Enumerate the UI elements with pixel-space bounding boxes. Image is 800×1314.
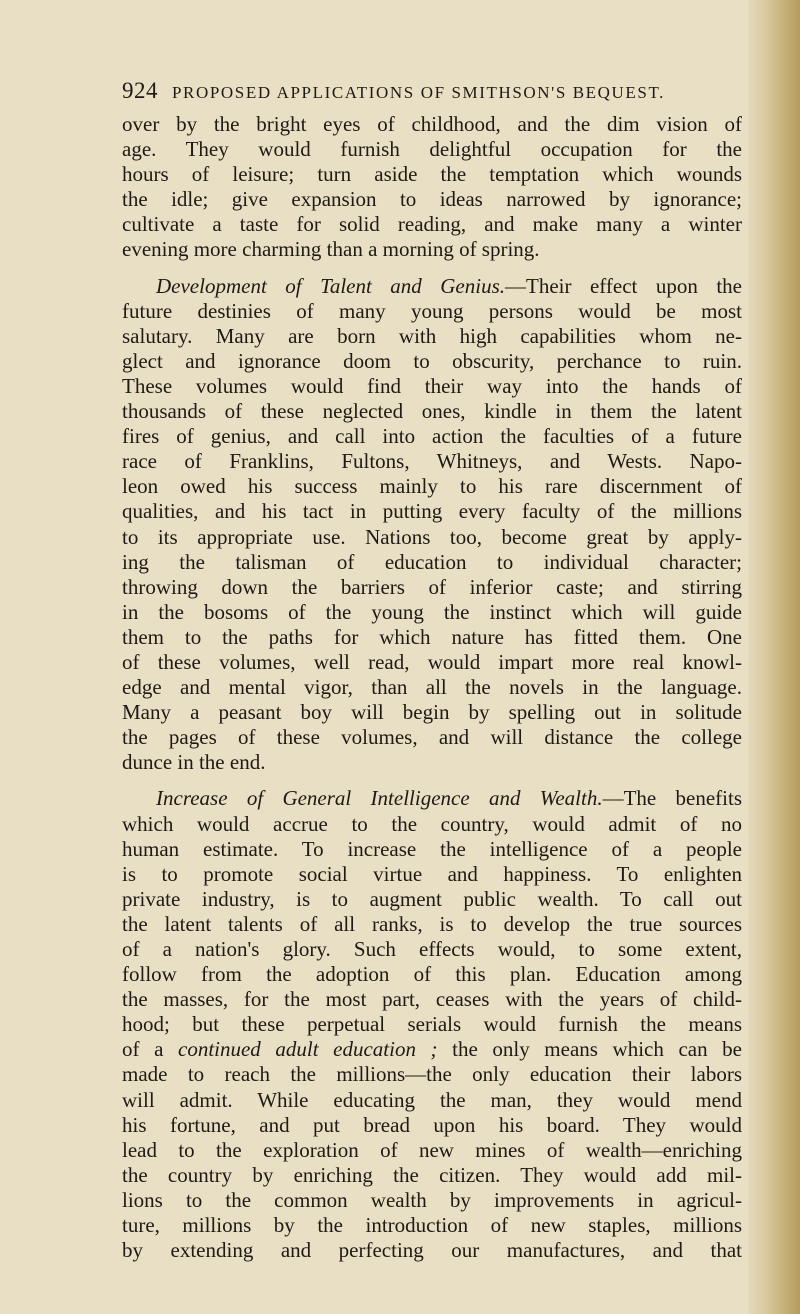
text-line: fires of genius, and call into action the faculties of a future [122,424,742,449]
body-text [122,112,742,1263]
text-line: edge and mental vigor, than all the novels in the language. [122,675,742,700]
text-line: throwing down the barriers of inferior caste; and stirring [122,574,742,599]
section-heading: Development of Talent and Genius. [156,273,506,298]
page-header [122,78,722,108]
text-line: follow from the adoption of this plan. Education among [122,962,742,987]
text-line: race of Franklins, Fultons, Whitneys, and Wests. Napo- [122,449,742,474]
text-run: —The benefits [602,786,742,811]
text-line: evening more charming than a morning of spring. [122,237,540,262]
text-line: the country by enriching the citizen. They would add mil- [122,1162,742,1187]
text-line: the pages of these volumes, and will distance the college [122,725,742,750]
emphasis-text: continued adult education ; [178,1037,438,1062]
text-line: hood; but these perpetual serials would furnish the means [122,1012,742,1037]
text-line: of these volumes, well read, would impart more real knowl- [122,649,742,674]
text-line: private industry, is to augment public wealth. To call out [122,886,742,911]
text-line: his fortune, and put bread upon his board. They would [122,1112,742,1137]
text-line: lions to the common wealth by improvements in agricul- [122,1187,742,1212]
paragraph [122,274,742,776]
text-line: the latent talents of all ranks, is to develop the true sources [122,911,742,936]
text-line: which would accrue to the country, would admit of no [122,811,742,836]
text-line: hours of leisure; turn aside the temptation which wounds [122,162,742,187]
text-line: glect and ignorance doom to obscurity, perchance to ruin. [122,348,742,373]
text-line: cultivate a taste for solid reading, and make many a winter [122,212,742,237]
text-run: —Their effect upon the [505,273,742,298]
text-line: Many a peasant boy will begin by spelling out in solitude [122,700,742,725]
text-line: ture, millions by the introduction of new staples, millions [122,1213,742,1238]
text-line: made to reach the millions—the only education their labors [122,1062,742,1087]
text-line: over by the bright eyes of childhood, and the dim vision of [122,112,742,136]
section-heading: Increase of General Intelligence and Wealth. [156,786,603,811]
text-line: age. They would furnish delightful occupation for the [122,137,742,162]
running-head: PROPOSED APPLICATIONS OF SMITHSON'S BEQUEST. [172,83,666,102]
text-line: ing the talisman of education to individual character; [122,549,742,574]
text-line [122,786,742,811]
text-line: the masses, for the most part, ceases with the years of child- [122,987,742,1012]
text-line: These volumes would find their way into the hands of [122,373,742,398]
paragraph-gap [122,775,742,786]
text-line [122,274,742,299]
text-line: qualities, and his tact in putting every faculty of the millions [122,499,742,524]
paragraph [122,112,742,263]
text-line: human estimate. To increase the intelligence of a people [122,836,742,861]
text-line: the idle; give expansion to ideas narrowed by ignorance; [122,187,742,212]
text-run: the only means which can be [437,1037,742,1062]
text-line: will admit. While educating the man, they would mend [122,1087,742,1112]
text-line [122,1037,742,1062]
text-line: salutary. Many are born with high capabilities whom ne- [122,323,742,348]
paragraph [122,786,742,1263]
text-line: of a nation's glory. Such effects would, to some extent, [122,937,742,961]
page-edge-shadow [748,0,800,1314]
text-line: leon owed his success mainly to his rare discernment of [122,474,742,499]
text-run: of a [122,1037,178,1062]
page-number: 924 [122,78,158,103]
text-line: by extending and perfecting our manufactures, and that [122,1238,742,1263]
paragraph-gap [122,263,742,274]
text-line: them to the paths for which nature has fitted them. One [122,624,742,649]
text-line: future destinies of many young persons would be most [122,298,742,323]
text-line: thousands of these neglected ones, kindle in them the latent [122,399,742,424]
text-line: to its appropriate use. Nations too, become great by apply- [122,524,742,549]
text-line: in the bosoms of the young the instinct which will guide [122,599,742,624]
text-line: is to promote social virtue and happiness. To enlighten [122,861,742,886]
text-line: lead to the exploration of new mines of wealth—enriching [122,1137,742,1162]
text-line: dunce in the end. [122,750,266,775]
